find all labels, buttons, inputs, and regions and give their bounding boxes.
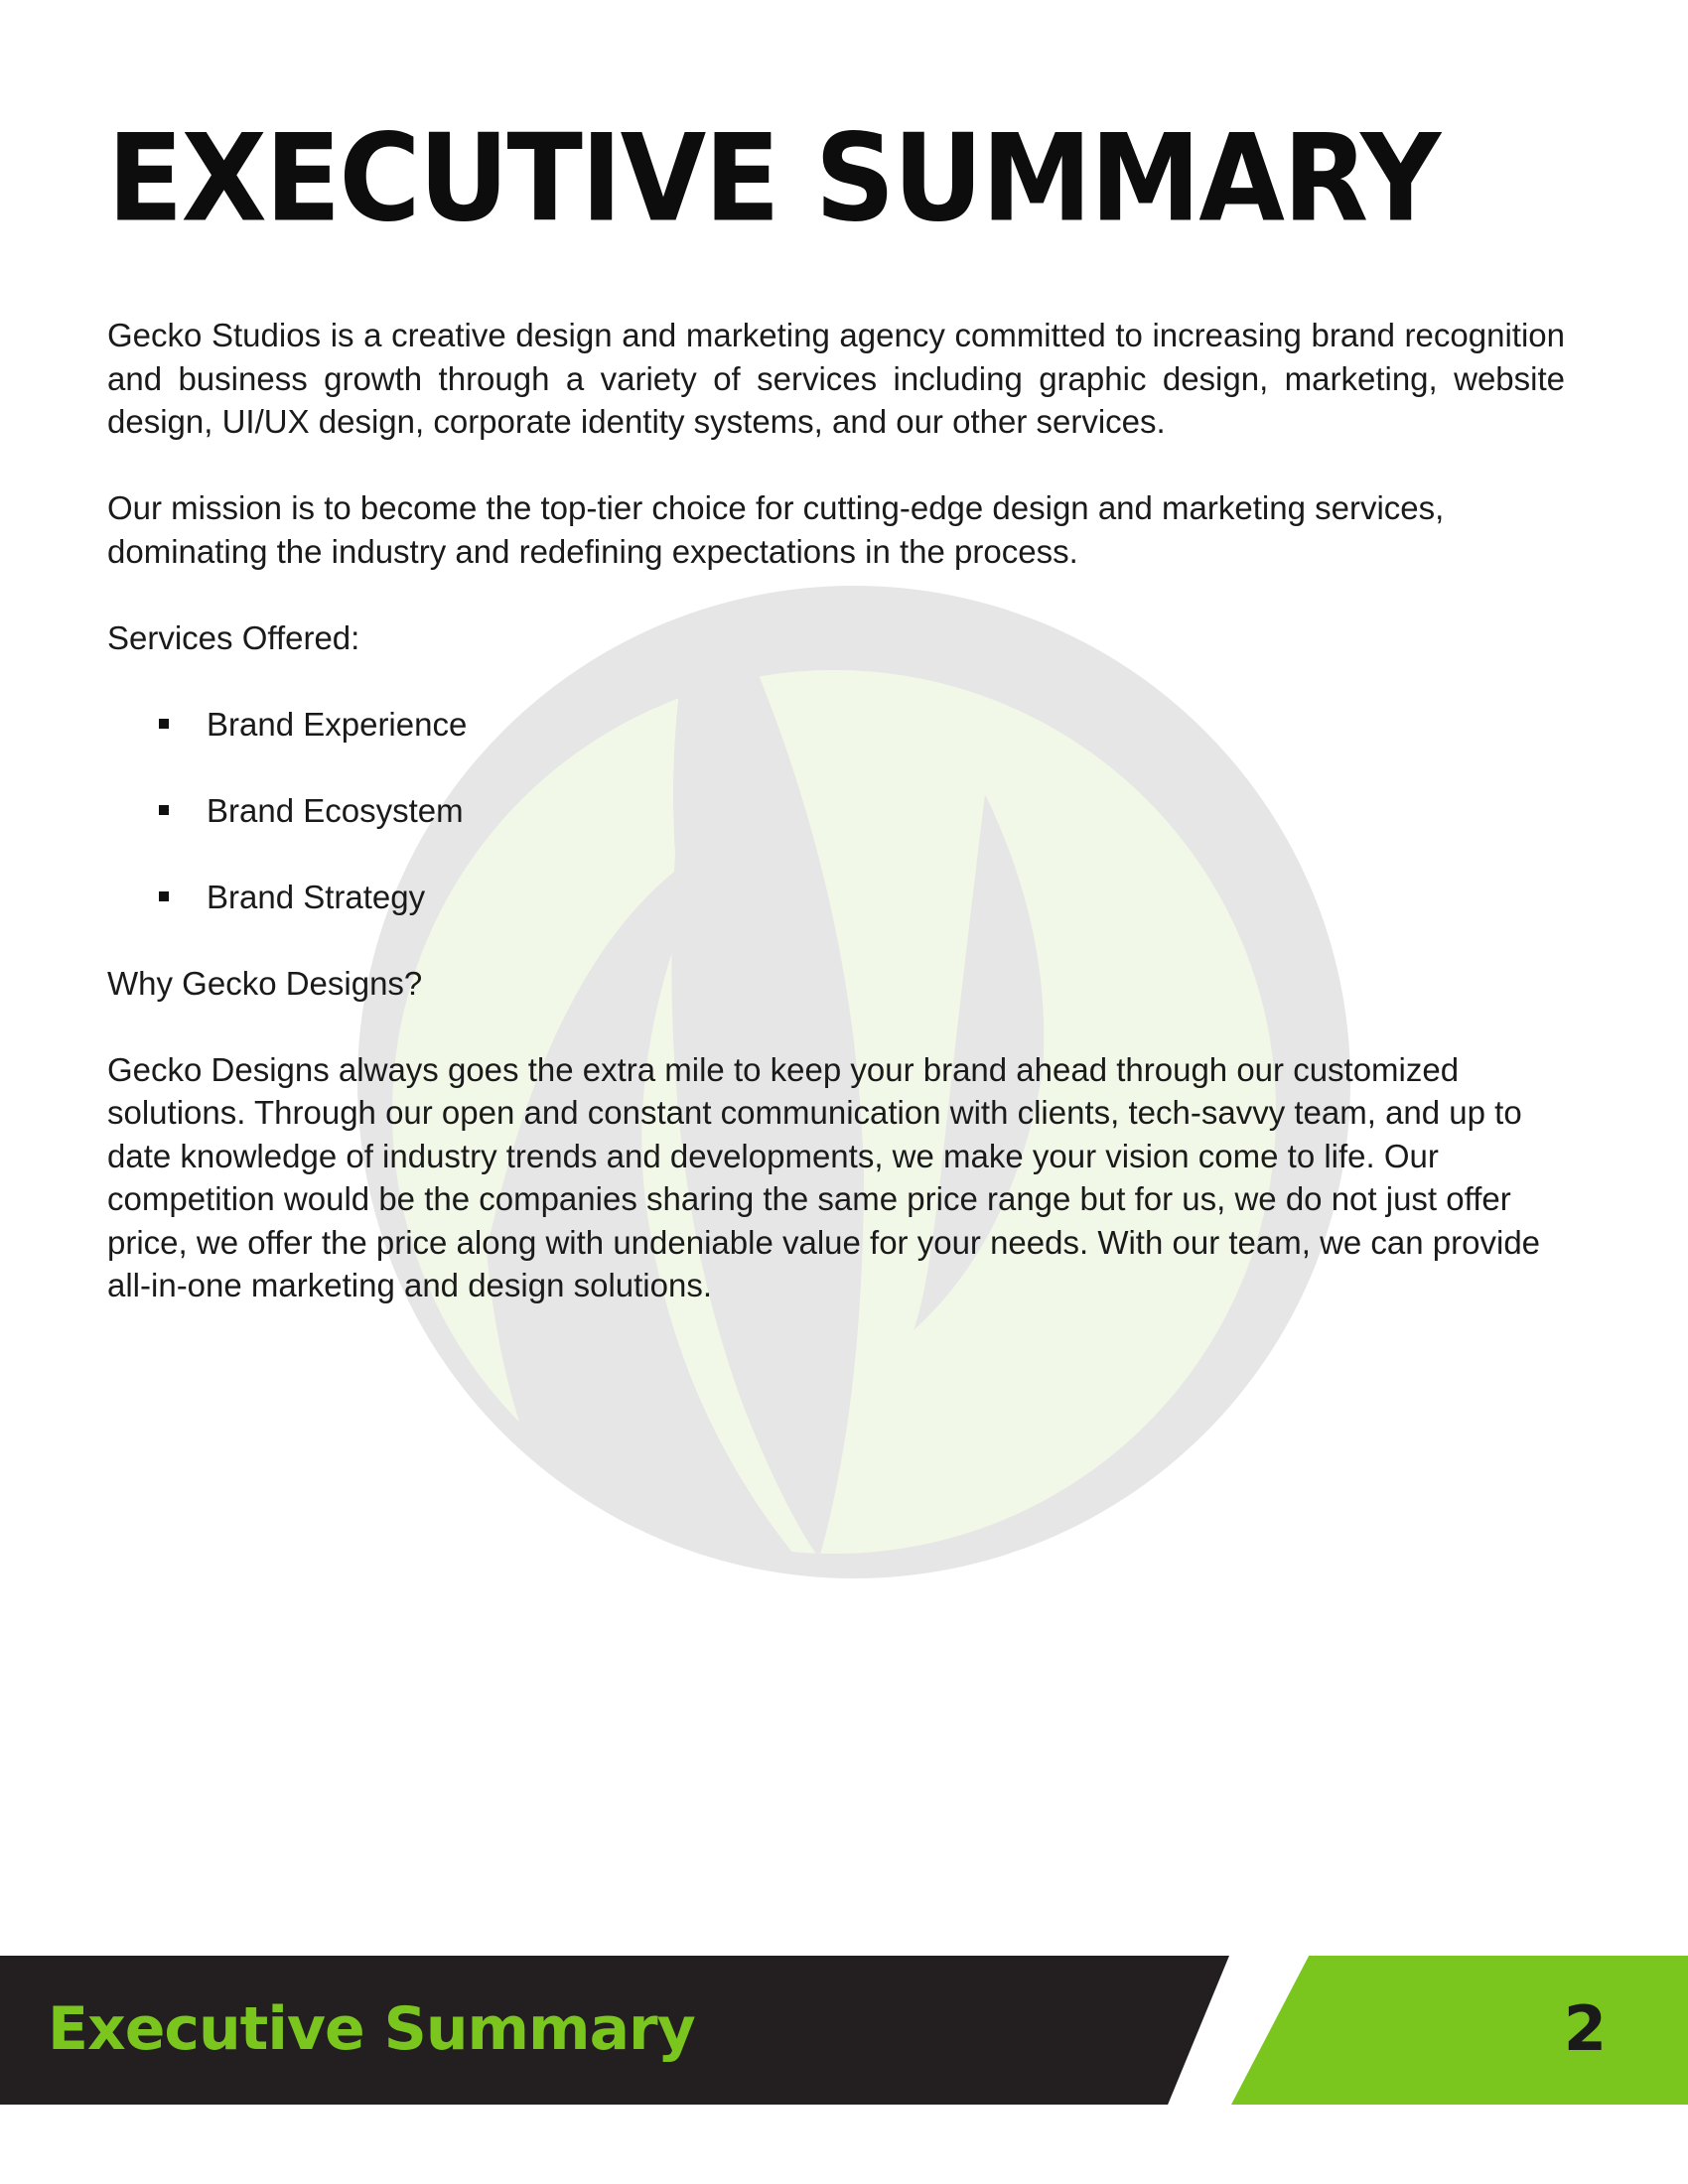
services-label: Services Offered: [107, 618, 360, 656]
main-content [107, 109, 1565, 1350]
square-bullet-icon [159, 805, 169, 815]
why-heading: Why Gecko Designs? [107, 964, 423, 1002]
footer-section-title: Executive Summary [48, 1994, 695, 2064]
service-label: Brand Experience [207, 705, 468, 743]
footer-green-band [1231, 1956, 1688, 2105]
page-title: EXECUTIVE SUMMARY [107, 109, 1440, 249]
intro-paragraph: Gecko Studios is a creative design and marketing agency committed to increasing brand recognition and business growth through a variety of services including graphic design, marketing, website design, UI/UX design, corporate identity systems, and our other services. [107, 317, 1565, 440]
service-item-brand-ecosystem [107, 789, 1565, 833]
page-number: 2 [1563, 1992, 1607, 2065]
square-bullet-icon [159, 891, 169, 901]
why-paragraph: Gecko Designs always goes the extra mile to keep your brand ahead through our customized solutions. Through our open and constant communication with clients, tech-savvy team, and up to date knowledge of industry trends and developments, we make your vision come to life. Our competition would be the companies sharing the same price range but for us, we do not just offer price, we offer the price along with undeniable value for your needs. With our team, we can provide all-in-one marketing and design solutions. [107, 1050, 1541, 1303]
body-text [107, 314, 1565, 1307]
services-list [107, 703, 1565, 919]
square-bullet-icon [159, 719, 169, 729]
service-item-brand-strategy [107, 876, 1565, 919]
mission-paragraph: Our mission is to become the top-tier choice for cutting-edge design and marketing services, dominating the industry and redefining expectations in the process. [107, 489, 1445, 570]
page-footer [0, 1956, 1688, 2105]
service-label: Brand Strategy [207, 878, 426, 915]
service-label: Brand Ecosystem [207, 791, 464, 829]
service-item-brand-experience [107, 703, 1565, 747]
